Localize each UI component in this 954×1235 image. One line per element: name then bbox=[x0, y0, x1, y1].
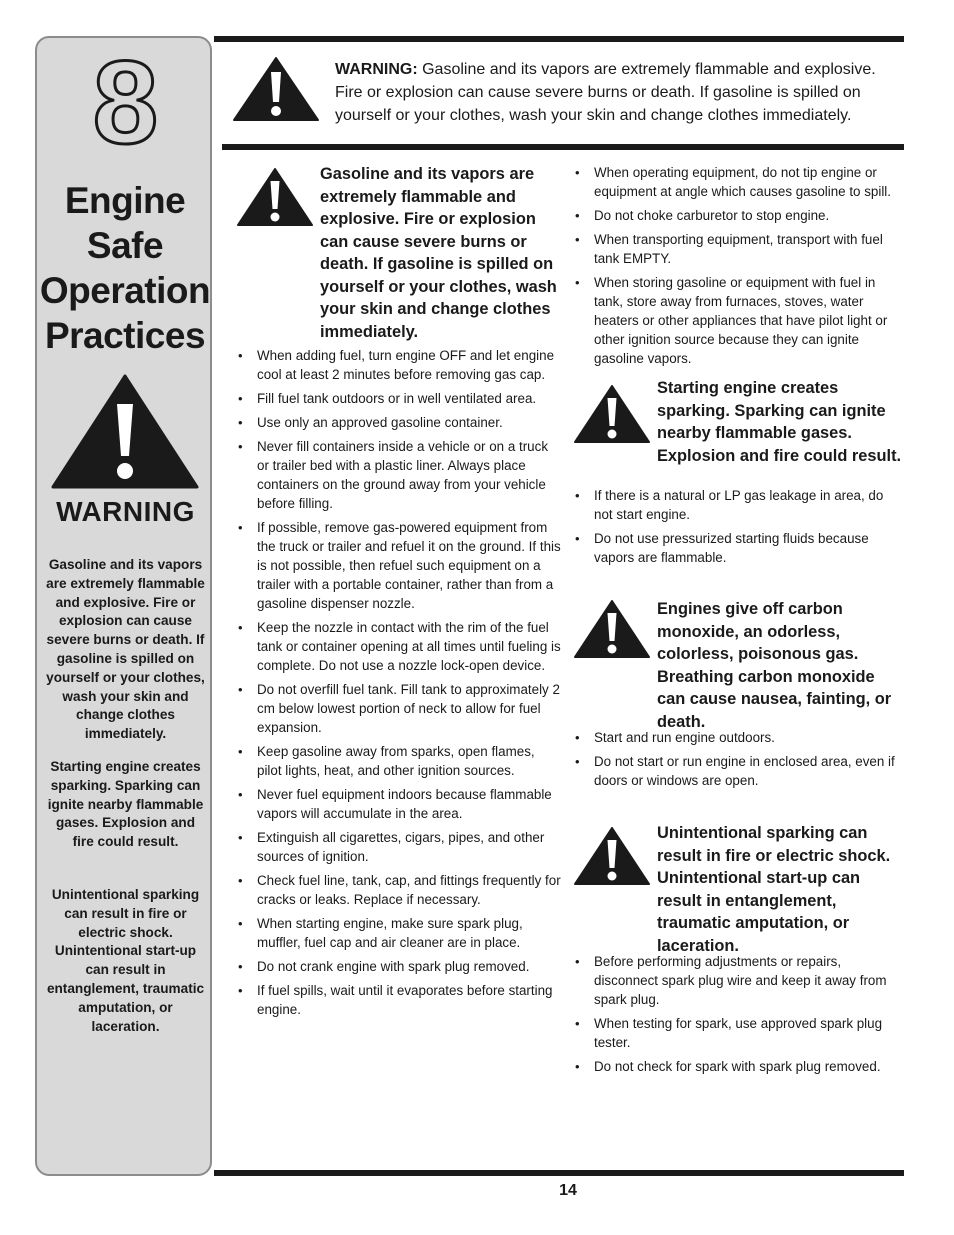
operating-safety-list bbox=[574, 163, 904, 373]
sidebar-message: Gasoline and its vapors are extremely flammable and explosive. Fire or explosion can cause severe burns or death. If gasoline is spilled on yourself or your clothes, wash your skin and change clothes immediately. bbox=[46, 557, 205, 742]
hazard-text-electric-shock: Unintentional sparking can result in fire or electric shock. Unintentional start-up can result in entanglement, traumatic amputation, or laceration. bbox=[657, 824, 891, 955]
list-item: • Do not crank engine with spark plug removed. bbox=[237, 957, 561, 976]
list-item: • Keep the nozzle in contact with the rim of the fuel tank or container opening at all times until fueling is complete. Do not use a nozzle lock-open device. bbox=[237, 618, 561, 675]
warning-triangle-icon bbox=[573, 826, 651, 886]
chapter-title-line: Engine bbox=[64, 180, 186, 221]
top-rule bbox=[214, 36, 904, 42]
sparking-safety-list bbox=[574, 486, 904, 572]
warning-triangle-icon bbox=[236, 167, 314, 227]
list-item: • Do not choke carburetor to stop engine. bbox=[574, 206, 904, 225]
list-item: • Use only an approved gasoline container. bbox=[237, 413, 561, 432]
list-item: • Extinguish all cigarettes, cigars, pipes, and other sources of ignition. bbox=[237, 828, 561, 866]
list-item: • If possible, remove gas-powered equipment from the truck or trailer and refuel it on the ground. If this is not possible, then refuel such equipment on a trailer with a portable container, rather than from a gasoline dispenser nozzle. bbox=[237, 518, 561, 613]
gasoline-safety-list bbox=[237, 346, 561, 1024]
list-item: • Never fuel equipment indoors because flammable vapors will accumulate in the area. bbox=[237, 785, 561, 823]
list-item: • Check fuel line, tank, cap, and fittings frequently for cracks or leaks. Replace if necessary. bbox=[237, 871, 561, 909]
warning-triangle-icon bbox=[573, 599, 651, 659]
list-item: • Fill fuel tank outdoors or in well ventilated area. bbox=[237, 389, 561, 408]
list-item: • Start and run engine outdoors. bbox=[574, 728, 904, 747]
sidebar-message: Starting engine creates sparking. Sparking can ignite nearby flammable gases. Explosion and fire could result. bbox=[47, 759, 204, 850]
warning-label: WARNING bbox=[56, 496, 195, 527]
hazard-text-gasoline: Gasoline and its vapors are extremely flammable and explosive. Fire or explosion can cause severe burns or death. If gasoline is spilled on yourself or your clothes, wash your skin and change clothes immediately. bbox=[320, 165, 557, 341]
list-item: • When transporting equipment, transport with fuel tank EMPTY. bbox=[574, 230, 904, 268]
list-item: • If there is a natural or LP gas leakage in area, do not start engine. bbox=[574, 486, 904, 524]
chapter-sidebar bbox=[35, 36, 212, 1176]
section-rule bbox=[222, 144, 904, 150]
chapter-title-line: Practices bbox=[44, 315, 206, 356]
list-item: • Do not overfill fuel tank. Fill tank to approximately 2 cm below lowest portion of neck to allow for fuel expansion. bbox=[237, 680, 561, 737]
hazard-text-sparking: Starting engine creates sparking. Sparking can ignite nearby flammable gases. Explosion and fire could result. bbox=[657, 379, 902, 465]
electric-shock-safety-list bbox=[574, 952, 904, 1081]
top-warning-label: WARNING: bbox=[335, 61, 418, 78]
list-item: • Keep gasoline away from sparks, open flames, pilot lights, heat, and other ignition sources. bbox=[237, 742, 561, 780]
list-item: • When starting engine, make sure spark plug, muffler, fuel cap and air cleaner are in place. bbox=[237, 914, 561, 952]
chapter-title-line: Safe bbox=[86, 225, 164, 266]
warning-triangle-icon bbox=[232, 56, 320, 122]
list-item: • When adding fuel, turn engine OFF and let engine cool at least 2 minutes before removing gas cap. bbox=[237, 346, 561, 384]
bottom-rule bbox=[214, 1170, 904, 1176]
list-item: • If fuel spills, wait until it evaporates before starting engine. bbox=[237, 981, 561, 1019]
list-item: • Do not use pressurized starting fluids because vapors are flammable. bbox=[574, 529, 904, 567]
hazard-text-carbon-monoxide: Engines give off carbon monoxide, an odorless, colorless, poisonous gas. Breathing carbon monoxide can cause nausea, fainting, or death. bbox=[657, 600, 892, 731]
chapter-number: 8 bbox=[92, 37, 159, 169]
sidebar-message: Unintentional sparking can result in fire or electric shock. Unintentional start-up can result in entanglement, traumatic amputation, or laceration. bbox=[46, 887, 205, 1034]
list-item: • When operating equipment, do not tip engine or equipment at angle which causes gasoline to spill. bbox=[574, 163, 904, 201]
list-item: • When testing for spark, use approved spark plug tester. bbox=[574, 1014, 904, 1052]
carbon-monoxide-safety-list bbox=[574, 728, 904, 795]
list-item: • Before performing adjustments or repairs, disconnect spark plug wire and keep it away from spark plug. bbox=[574, 952, 904, 1009]
list-item: • Never fill containers inside a vehicle or on a truck or trailer bed with a plastic liner. Always place containers on the ground away from your vehicle before filling. bbox=[237, 437, 561, 513]
chapter-title bbox=[33, 178, 217, 358]
chapter-title-line: Operation bbox=[39, 270, 211, 311]
top-warning-body: Gasoline and its vapors are extremely flammable and explosive. Fire or explosion can cause severe burns or death. If gasoline is spilled on yourself or your clothes, wash your skin and change clothes immediately. bbox=[335, 61, 876, 124]
top-warning-text bbox=[335, 58, 905, 127]
warning-triangle-icon bbox=[51, 374, 199, 490]
list-item: • Do not start or run engine in enclosed area, even if doors or windows are open. bbox=[574, 752, 904, 790]
page-number: 14 bbox=[559, 1182, 577, 1199]
list-item: • When storing gasoline or equipment with fuel in tank, store away from furnaces, stoves, water heaters or other appliances that have pilot light or other ignition source because they can ignite gasoline vapors. bbox=[574, 273, 904, 368]
list-item: • Do not check for spark with spark plug removed. bbox=[574, 1057, 904, 1076]
warning-triangle-icon bbox=[573, 384, 651, 444]
